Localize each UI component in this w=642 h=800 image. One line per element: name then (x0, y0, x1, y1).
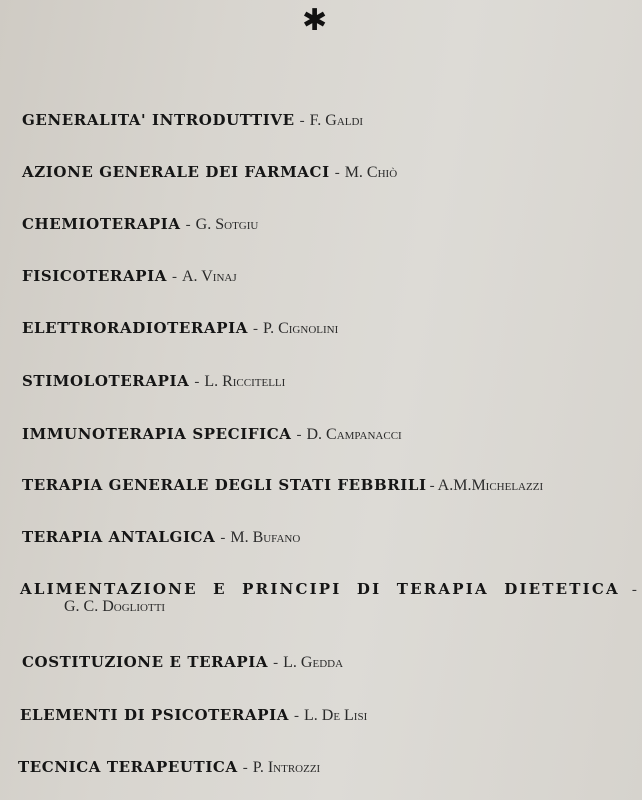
chapter-title: STIMOLOTERAPIA (22, 372, 190, 390)
toc-entry (22, 110, 363, 131)
toc-entry (20, 705, 367, 726)
chapter-title: CHEMIOTERAPIA (22, 215, 181, 233)
separator: - (273, 655, 279, 671)
chapter-author: A.M.Michelazzi (437, 477, 544, 494)
separator: - (185, 217, 191, 233)
toc-entry (22, 162, 397, 183)
chapter-author: G. C. Dogliotti (64, 598, 166, 615)
separator: - (242, 760, 248, 776)
chapter-title: TERAPIA ANTALGICA (22, 528, 216, 546)
chapter-title: COSTITUZIONE E TERAPIA (22, 653, 269, 671)
separator: - (220, 530, 226, 546)
chapter-author: A. Vinaj (181, 268, 237, 285)
toc-entry (22, 527, 300, 548)
separator: - (631, 582, 637, 598)
chapter-title: ALIMENTAZIONE E PRINCIPI DI TERAPIA DIETETICA (20, 580, 620, 598)
chapter-author: L. Gedda (283, 654, 344, 671)
toc-entry (22, 424, 402, 445)
chapter-title: IMMUNOTERAPIA SPECIFICA (22, 425, 292, 443)
chapter-title: TECNICA TERAPEUTICA (18, 758, 238, 776)
chapter-author: L. Riccitelli (204, 373, 286, 390)
asterisk-ornament-icon: ✱ (302, 3, 328, 38)
toc-entry (22, 475, 543, 496)
chapter-author: G. Sotgiu (195, 216, 259, 233)
toc-entry (18, 757, 320, 778)
toc-entry (22, 652, 343, 673)
chapter-title: GENERALITA' INTRODUTTIVE (22, 111, 295, 129)
separator: - (171, 269, 177, 285)
toc-entry (22, 266, 237, 287)
separator: - (429, 478, 435, 494)
chapter-author: M. Bufano (230, 529, 301, 546)
separator: - (252, 321, 258, 337)
chapter-title: ELEMENTI DI PSICOTERAPIA (20, 706, 289, 724)
toc-entry (22, 214, 258, 235)
chapter-author: P. Cignolini (262, 320, 339, 337)
chapter-title: FISICOTERAPIA (22, 267, 167, 285)
chapter-title: TERAPIA GENERALE DEGLI STATI FEBBRILI (22, 476, 427, 494)
chapter-title: AZIONE GENERALE DEI FARMACI (22, 163, 330, 181)
chapter-author: F. Galdi (309, 112, 364, 129)
toc-entry (22, 318, 338, 339)
chapter-author: P. Introzzi (252, 759, 321, 776)
chapter-author: M. Chiò (344, 164, 398, 181)
toc-entry (22, 371, 285, 392)
separator: - (299, 113, 305, 129)
separator: - (296, 427, 302, 443)
separator: - (194, 374, 200, 390)
separator: - (334, 165, 340, 181)
separator: - (293, 708, 299, 724)
chapter-title: ELETTRORADIOTERAPIA (22, 319, 248, 337)
chapter-author: L. De Lisi (303, 707, 368, 724)
toc-entry (20, 579, 642, 600)
chapter-author: D. Campanacci (306, 426, 402, 443)
